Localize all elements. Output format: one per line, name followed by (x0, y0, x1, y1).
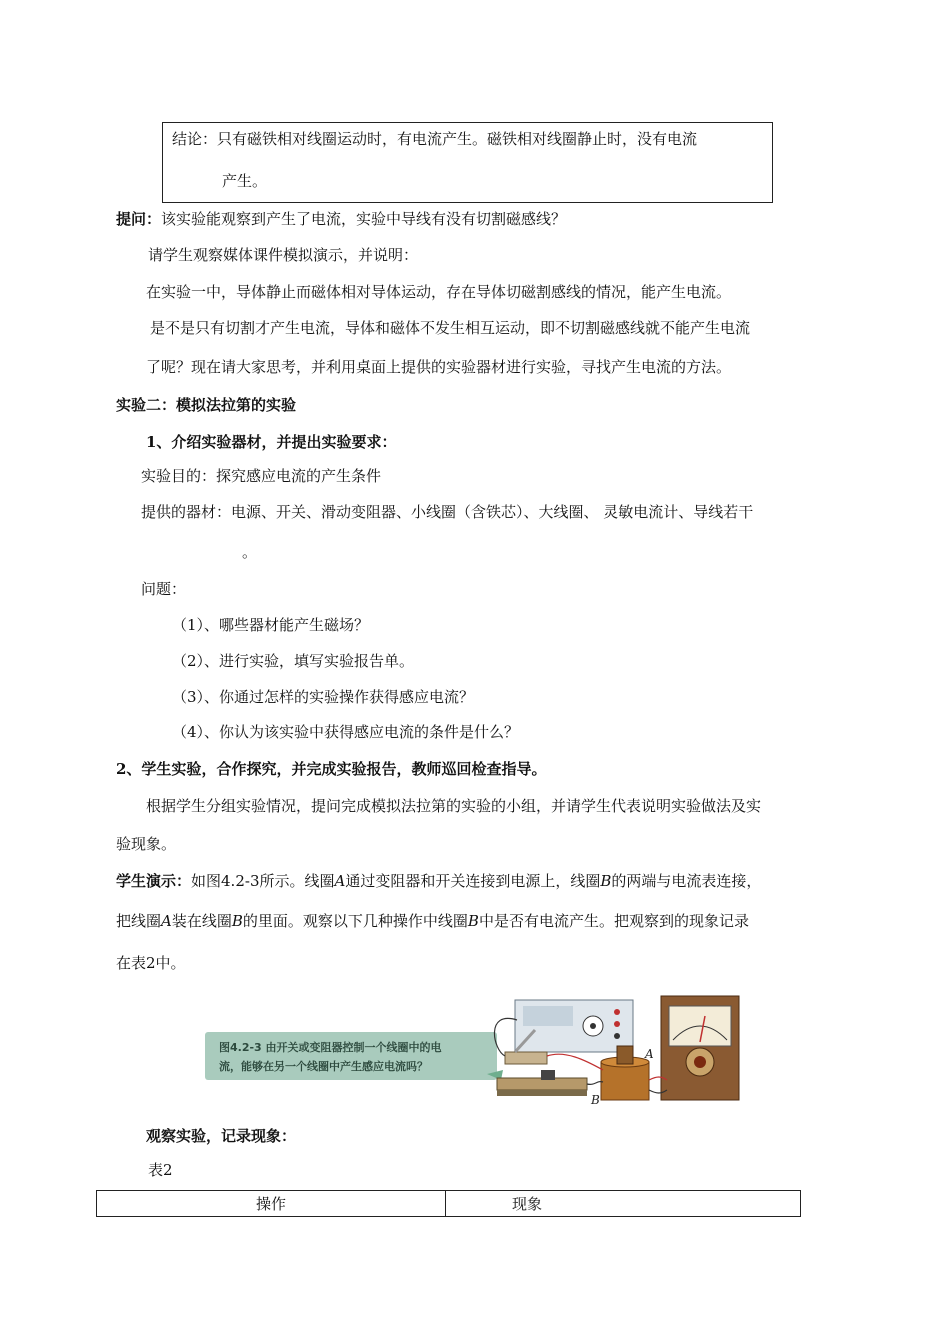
question-item: （3）、你通过怎样的实验操作获得感应电流？ (172, 688, 475, 706)
question-paragraph (116, 208, 566, 229)
paragraph-4-line-1: 根据学生分组实验情况，提问完成模拟法拉第的实验的小组，并请学生代表说明实验做法及实 (146, 797, 762, 815)
coil-a-label: A (161, 912, 172, 930)
figure-4-2-3 (205, 990, 745, 1107)
demo-line-1 (116, 870, 761, 891)
paragraph-3-line-1: 是不是只有切割才产生电流，导体和磁体不发生相互运动，即不切割磁感线就不能产生电流 (150, 319, 751, 337)
demo-line-2 (116, 910, 749, 931)
conclusion-line-1: 结论：只有磁铁相对线圈运动时，有电流产生。磁铁相对线圈静止时，没有电流 (172, 130, 698, 148)
coil-b-label: B (600, 872, 612, 890)
coil-a-figure-label: A (645, 1047, 654, 1061)
question-item: （2）、进行实验，填写实验报告单。 (172, 652, 415, 670)
demo-text: 如图4.2-3所示。线圈 (191, 872, 335, 890)
demo-text: 中是否有电流产生。把观察到的现象记录 (478, 912, 749, 930)
coil-a-label: A (334, 872, 346, 890)
coil-b-label: B (467, 912, 479, 930)
question-text: 该实验能观察到产生了电流，实验中导线有没有切割磁感线？ (161, 210, 567, 228)
coil-b-label: B (231, 912, 243, 930)
table-2-caption: 表2 (148, 1161, 173, 1179)
question-item: （1）、哪些器材能产生磁场？ (172, 616, 370, 634)
coil-b-figure-label: B (591, 1093, 600, 1107)
step-1-heading: 1、介绍实验器材，并提出实验要求： (146, 433, 397, 451)
demo-text: 的里面。观察以下几种操作中线圈 (242, 912, 468, 930)
table-2 (96, 1190, 801, 1217)
experiment-purpose: 实验目的：探究感应电流的产生条件 (141, 467, 382, 485)
figure-caption-line-1: 图4.2-3 由开关或变阻器控制一个线圈中的电 (219, 1041, 442, 1054)
conclusion-line-2: 产生。 (222, 172, 268, 190)
demo-text: 通过变阻器和开关连接到电源上，线圈 (345, 872, 601, 890)
table-header-phenomenon: 现象 (512, 1195, 543, 1213)
question-item: （4）、你认为该实验中获得感应电流的条件是什么？ (172, 723, 520, 741)
experiment-2-title: 实验二：模拟法拉第的实验 (116, 396, 297, 414)
paragraph-4-line-2: 验现象。 (116, 835, 177, 853)
figure-caption-line-2: 流，能够在另一个线圈中产生感应电流吗？ (219, 1060, 428, 1073)
demo-label: 学生演示： (116, 872, 192, 890)
experiment-apparatus-illustration (205, 990, 745, 1107)
paragraph-2: 在实验一中，导体静止而磁体相对导体运动，存在导体切磁割感线的情况，能产生电流。 (146, 283, 732, 301)
demo-text: 把线圈 (116, 912, 162, 930)
step-2-heading: 2、学生实验，合作探究，并完成实验报告，教师巡回检查指导。 (116, 760, 547, 778)
demo-text: 装在线圈 (171, 912, 232, 930)
demo-text: 的两端与电流表连接， (611, 872, 762, 890)
demo-line-3: 在表2中。 (116, 954, 186, 972)
materials-list: 提供的器材：电源、开关、滑动变阻器、小线圈（含铁芯）、大线圈、 灵敏电流计、导线若干 (141, 503, 754, 521)
question-label: 提问： (116, 210, 162, 228)
materials-end-mark: 。 (242, 543, 258, 561)
questions-label: 问题： (141, 580, 187, 598)
paragraph-3-line-2: 了呢？现在请大家思考，并利用桌面上提供的实验器材进行实验，寻找产生电流的方法。 (146, 358, 732, 376)
table-header-operation: 操作 (97, 1191, 446, 1216)
paragraph-1: 请学生观察媒体课件模拟演示，并说明： (148, 246, 419, 264)
observe-heading: 观察实验，记录现象： (146, 1127, 297, 1145)
